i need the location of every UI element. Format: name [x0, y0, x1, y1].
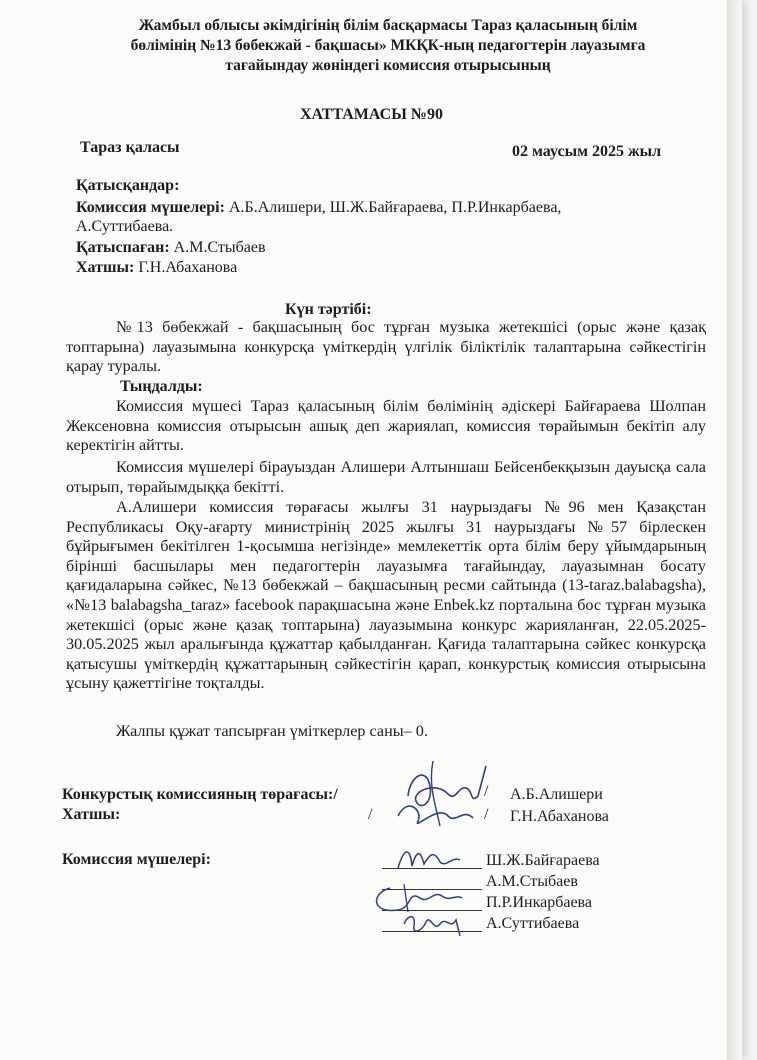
secretary-slash-right: /	[484, 806, 489, 823]
page-edge	[727, 0, 742, 1060]
secretary-value: Г.Н.Абаханова	[134, 259, 238, 276]
member-name-3: П.Р.Инкарбаева	[486, 894, 592, 911]
members-value-2: А.Суттибаева.	[76, 218, 174, 235]
header-line-3: тағайындау жөніндегі комиссия отырысының	[225, 57, 551, 74]
member-name-2: А.М.Стыбаев	[486, 873, 578, 890]
secretary-label: Хатшы:	[76, 259, 135, 276]
members-value: А.Б.Алишери, Ш.Ж.Байғараева, П.Р.Инкарбаева,	[224, 199, 562, 216]
date: 02 маусым 2025 жыл	[512, 143, 662, 160]
present-label	[76, 176, 179, 196]
secretary-sign-name: Г.Н.Абаханова	[510, 808, 609, 825]
chair-slash: /	[484, 783, 489, 800]
chair-name: А.Б.Алишери	[510, 786, 603, 803]
members-sign-label: Комиссия мүшелері:	[62, 851, 211, 868]
absent-label: Қатыспаған:	[76, 239, 170, 256]
secretary-sign-label: Хатшы:	[62, 806, 121, 823]
listened-paragraph-1: Комиссия мүшесі Тараз қаласының білім бөлімінің әдіскері Байғараева Шолпан Жексеновна комиссия отырысын ашық деп жариялап, комиссия төрайымын бекітіп алу керектігін айтты.	[66, 397, 706, 455]
absent-line	[76, 238, 266, 258]
members-line-2	[76, 217, 173, 237]
secretary-slash-left: /	[368, 806, 373, 823]
header-line-2: бөлімінің №13 бөбекжай - бақшасы» МКҚК-ның педагогтерін лауазымға	[130, 37, 646, 54]
listened-paragraph-2: Комиссия мүшелері бірауыздан Алишери Алтыншаш Бейсенбекқызын дауысқа сала отырып, төрайымдыққа бекітті.	[66, 458, 706, 496]
listened-paragraph-4: Жалпы құжат тапсырған үміткерлер саны– 0.	[116, 722, 428, 740]
absent-value: А.М.Стыбаев	[169, 239, 266, 256]
members-line	[76, 198, 561, 218]
member-name-4: А.Суттибаева	[486, 915, 580, 932]
chair-signature	[378, 756, 493, 836]
secretary-line	[76, 258, 237, 278]
header-line-1: Жамбыл облысы әкімдігінің білім басқармасы Тараз қаласының білім	[138, 17, 638, 34]
agenda-heading: Күн тәртібі:	[285, 301, 372, 318]
member-signature-1	[390, 842, 470, 874]
chair-label: Конкурстық комиссияның төрағасы:/	[62, 786, 338, 803]
member-signature-4	[398, 906, 468, 940]
city: Тараз қаласы	[80, 139, 180, 156]
listened-heading: Тыңдалды:	[120, 378, 203, 395]
listened-paragraph-3: А.Алишери комиссия төрағасы жылғы 31 наурыздағы №96 мен Қазақстан Республикасы Оқу-ағарту министрінің 2025 жылғы 31 наурыздағы №57 бірлескен бұйрығымен бекітілген 1-қосымша негізінде» мемлекеттік орта білім беру ұйымдарының бірінші басшылары мен педагогтерін лауазымға тағайындау, лауазымнан босату қағидаларына сәйкес, №13 бөбекжай – бақшасының ресми сайтында (13-taraz.balabagsha), «№13 balabagsha_taraz» facebook парақшасына және Enbek.kz порталына бос тұрған музыка жетекшісі (орыс және қазақ топтарына) лауазымына конкурс жарияланған, 22.05.2025-30.05.2025 жыл аралығында құжаттар қабылданған. Қағида талаптарына сәйкес конкурсқа қатысушы үміткердің құжаттарының сәйкестігін қарап, конкурстық комиссия отырысына ұсыну қажеттігіне тоқталды.	[66, 498, 706, 693]
agenda-text: №13 бөбекжай - бақшасының бос тұрған музыка жетекшісі (орыс және қазақ топтарына) лауазымына конкурсқа үміткердің үлгілік біліктілік талаптарына сәйкестігін қарау туралы.	[66, 318, 706, 376]
member-name-1: Ш.Ж.Байғараева	[486, 852, 600, 869]
document-title: ХАТТАМАСЫ №90	[300, 106, 444, 123]
document-header	[88, 16, 688, 76]
present-heading: Қатысқандар:	[76, 177, 180, 194]
members-label: Комиссия мүшелері:	[76, 199, 225, 216]
